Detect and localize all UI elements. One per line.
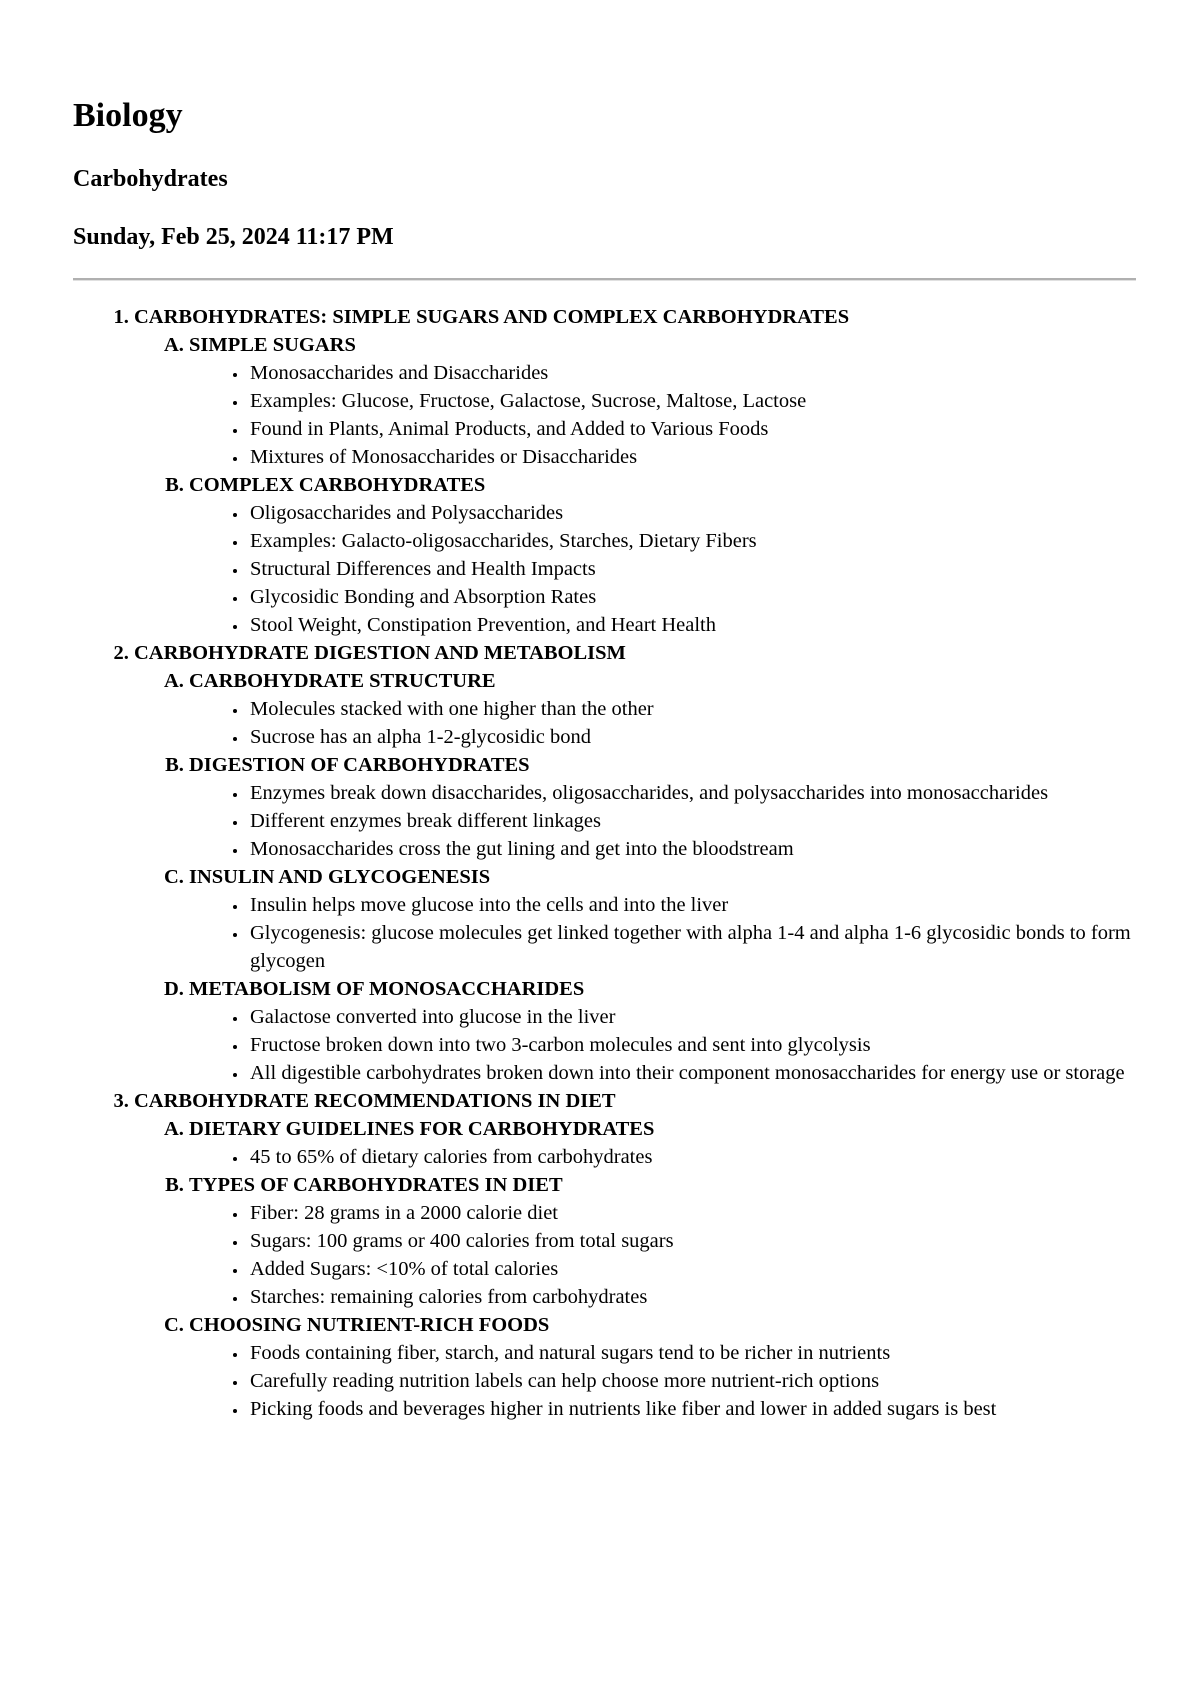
- subsection-item: [189, 1311, 1136, 1423]
- bullet-item: • Oligosaccharides and Polysaccharides: [248, 499, 1136, 527]
- subsection-item: [189, 1171, 1136, 1311]
- bullet-item: • Glycogenesis: glucose molecules get linked together with alpha 1-4 and alpha 1-6 glycosidic bonds to form glycogen: [248, 919, 1136, 975]
- subsection-item: [189, 975, 1136, 1087]
- bullet-item: • Structural Differences and Health Impacts: [248, 555, 1136, 583]
- bullet-item: • Insulin helps move glucose into the cells and into the liver: [248, 891, 1136, 919]
- header-divider: [73, 278, 1136, 281]
- bullet-item: • Monosaccharides cross the gut lining and get into the bloodstream: [248, 835, 1136, 863]
- bullet-item: • All digestible carbohydrates broken down into their component monosaccharides for energy use or storage: [248, 1059, 1136, 1087]
- bullet-list: [189, 1199, 1136, 1311]
- bullet-item: • Examples: Glucose, Fructose, Galactose, Sucrose, Maltose, Lactose: [248, 387, 1136, 415]
- bullet-list: [189, 359, 1136, 471]
- bullet-item: • Different enzymes break different linkages: [248, 807, 1136, 835]
- bullet-item: • Molecules stacked with one higher than the other: [248, 695, 1136, 723]
- bullet-item: • Glycosidic Bonding and Absorption Rates: [248, 583, 1136, 611]
- subsection-heading: COMPLEX CARBOHYDRATES: [189, 474, 486, 497]
- bullet-list: [189, 779, 1136, 863]
- subsection-heading: DIETARY GUIDELINES FOR CARBOHYDRATES: [189, 1118, 655, 1141]
- subsection-heading: DIGESTION OF CARBOHYDRATES: [189, 754, 530, 777]
- bullet-item: • Stool Weight, Constipation Prevention, and Heart Health: [248, 611, 1136, 639]
- section-heading: CARBOHYDRATES: SIMPLE SUGARS AND COMPLEX CARBOHYDRATES: [134, 306, 850, 329]
- subsection-heading: METABOLISM OF MONOSACCHARIDES: [189, 978, 585, 1001]
- bullet-item: • Starches: remaining calories from carbohydrates: [248, 1283, 1136, 1311]
- bullet-item: • Foods containing fiber, starch, and natural sugars tend to be richer in nutrients: [248, 1339, 1136, 1367]
- bullet-list: [189, 1339, 1136, 1423]
- subsection-heading: INSULIN AND GLYCOGENESIS: [189, 866, 491, 889]
- page-datetime: Sunday, Feb 25, 2024 11:17 PM: [73, 223, 394, 250]
- page-title: Carbohydrates: [73, 165, 228, 192]
- bullet-item: • Galactose converted into glucose in the liver: [248, 1003, 1136, 1031]
- subsection-list: [134, 667, 1136, 1087]
- section-item: [134, 303, 1136, 639]
- subsection-heading: SIMPLE SUGARS: [189, 334, 356, 357]
- document-page: [73, 96, 1136, 1423]
- bullet-item: • Sucrose has an alpha 1-2-glycosidic bond: [248, 723, 1136, 751]
- bullet-item: • Added Sugars: <10% of total calories: [248, 1255, 1136, 1283]
- subsection-list: [134, 1115, 1136, 1423]
- bullet-item: • Sugars: 100 grams or 400 calories from total sugars: [248, 1227, 1136, 1255]
- bullet-list: [189, 1003, 1136, 1087]
- subsection-item: [189, 863, 1136, 975]
- subsection-item: [189, 471, 1136, 639]
- subsection-item: [189, 331, 1136, 471]
- bullet-list: [189, 891, 1136, 975]
- bullet-item: • Enzymes break down disaccharides, oligosaccharides, and polysaccharides into monosaccharides: [248, 779, 1136, 807]
- section-heading: CARBOHYDRATE RECOMMENDATIONS IN DIET: [134, 1090, 616, 1113]
- section-item: [134, 1087, 1136, 1423]
- subsection-item: [189, 1115, 1136, 1171]
- bullet-list: [189, 695, 1136, 751]
- bullet-item: • Found in Plants, Animal Products, and Added to Various Foods: [248, 415, 1136, 443]
- subsection-heading: CHOOSING NUTRIENT-RICH FOODS: [189, 1314, 550, 1337]
- bullet-item: • Mixtures of Monosaccharides or Disaccharides: [248, 443, 1136, 471]
- bullet-list: [189, 1143, 1136, 1171]
- bullet-item: • Fructose broken down into two 3-carbon molecules and sent into glycolysis: [248, 1031, 1136, 1059]
- bullet-item: • Carefully reading nutrition labels can help choose more nutrient-rich options: [248, 1367, 1136, 1395]
- section-heading: CARBOHYDRATE DIGESTION AND METABOLISM: [134, 642, 626, 665]
- bullet-item: • Examples: Galacto-oligosaccharides, Starches, Dietary Fibers: [248, 527, 1136, 555]
- bullet-item: • 45 to 65% of dietary calories from carbohydrates: [248, 1143, 1136, 1171]
- subsection-heading: TYPES OF CARBOHYDRATES IN DIET: [189, 1174, 563, 1197]
- notebook-title: Biology: [73, 97, 183, 134]
- bullet-item: • Monosaccharides and Disaccharides: [248, 359, 1136, 387]
- subsection-item: [189, 751, 1136, 863]
- subsection-item: [189, 667, 1136, 751]
- outline-list: [73, 303, 1136, 1423]
- subsection-heading: CARBOHYDRATE STRUCTURE: [189, 670, 496, 693]
- bullet-item: • Fiber: 28 grams in a 2000 calorie diet: [248, 1199, 1136, 1227]
- subsection-list: [134, 331, 1136, 639]
- bullet-item: • Picking foods and beverages higher in nutrients like fiber and lower in added sugars is best: [248, 1395, 1136, 1423]
- bullet-list: [189, 499, 1136, 639]
- section-item: [134, 639, 1136, 1087]
